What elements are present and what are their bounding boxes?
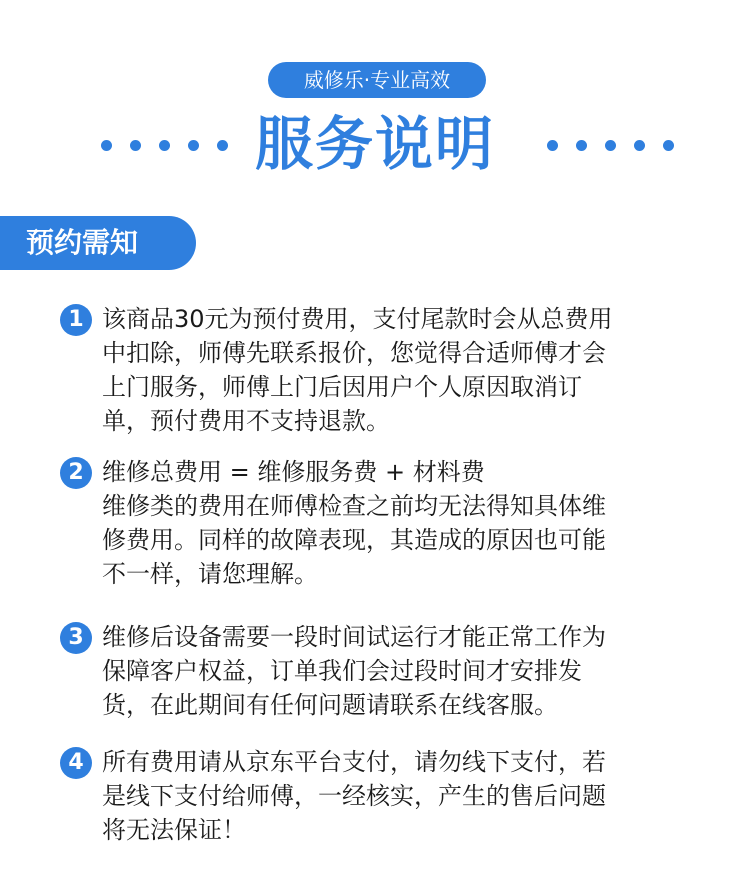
dot <box>159 140 170 151</box>
page-title: 服务说明 <box>254 110 495 178</box>
section-heading: 预约需知 <box>0 216 196 270</box>
dot <box>605 140 616 151</box>
dot <box>576 140 587 151</box>
dot <box>634 140 645 151</box>
dot <box>547 140 558 151</box>
left-dots-decoration <box>101 140 228 151</box>
notice-text: 维修后设备需要一段时间试运行才能正常工作为 保障客户权益，订单我们会过段时间才安排发 货，在此期间有任何问题请联系在线客服。 <box>102 623 606 719</box>
right-dots-decoration <box>547 140 674 151</box>
number-badge: 2 <box>60 457 92 489</box>
dot <box>663 140 674 151</box>
number-badge: 3 <box>60 622 92 654</box>
dot <box>101 140 112 151</box>
notice-text: 维修总费用 = 维修服务费 + 材料费 维修类的费用在师傅检查之前均无法得知具体维 修费用。同样的故障表现，其造成的原因也可能 不一样，请您理解。 <box>102 458 606 588</box>
notice-text: 所有费用请从京东平台支付，请勿线下支付，若 是线下支付给师傅，一经核实，产生的售后问题 将无法保证！ <box>102 748 606 844</box>
brand-badge: 威修乐·专业高效 <box>268 62 486 98</box>
number-badge: 4 <box>60 747 92 779</box>
number-badge: 1 <box>60 304 92 336</box>
dot <box>130 140 141 151</box>
title-row <box>0 104 750 184</box>
dot <box>188 140 199 151</box>
notice-text: 该商品30元为预付费用，支付尾款时会从总费用 中扣除，师傅先联系报价，您觉得合适师傅才会 上门服务，师傅上门后因用户个人原因取消订 单，预付费用不支持退款。 <box>102 305 613 435</box>
